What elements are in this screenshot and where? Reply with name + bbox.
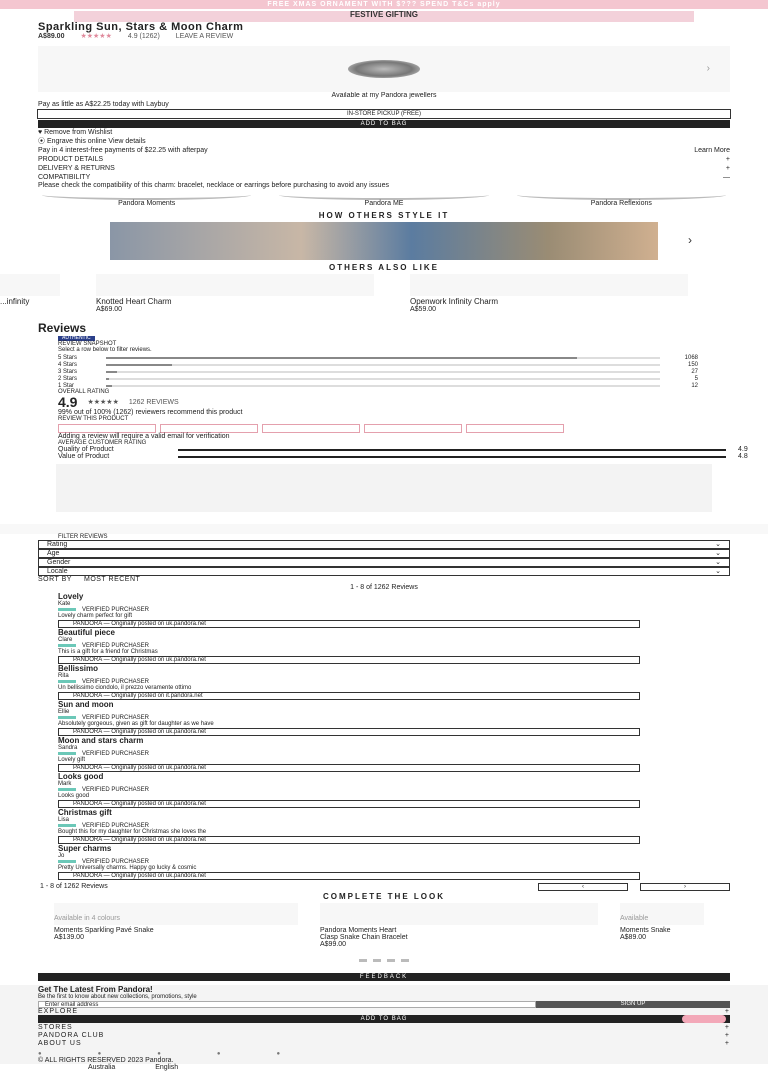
review-item: Moon and stars charm Sandra VERIFIED PURCHASER Lovely gift PANDORA — Originally posted on uk.pandora.net xyxy=(58,737,640,772)
review-title: Christmas gift xyxy=(58,808,112,817)
review-source[interactable]: PANDORA — Originally posted on uk.pandora.net xyxy=(58,656,640,664)
learn-more-link[interactable]: Learn More xyxy=(694,147,730,154)
score-bar xyxy=(178,456,726,458)
legal-text: © ALL RIGHTS RESERVED 2023 Pandora. xyxy=(38,1057,174,1064)
filter-header xyxy=(0,524,768,534)
product-image-carousel[interactable] xyxy=(38,46,730,92)
footer-link-explore[interactable]: EXPLORE + xyxy=(38,1008,730,1015)
rating-bar-row[interactable]: 3 Stars 27 xyxy=(58,368,698,375)
rating-stars[interactable]: ★★★★★ xyxy=(80,33,112,40)
verified-badge xyxy=(58,860,76,863)
youtube-icon[interactable]: ● xyxy=(157,1051,161,1057)
avg-rating-title: AVERAGE CUSTOMER RATING xyxy=(58,440,147,446)
review-author: Sandra xyxy=(58,745,78,751)
wishlist-link[interactable]: ♥ Remove from Wishlist xyxy=(38,129,113,136)
plus-icon: + xyxy=(724,1008,730,1015)
pager-count: 1 - 8 of 1262 Reviews xyxy=(40,883,108,890)
complete-look-carousel xyxy=(54,903,768,948)
accordion-label: DELIVERY & RETURNS xyxy=(38,165,115,172)
star-input[interactable] xyxy=(466,424,564,433)
add-to-bag-button[interactable]: ADD TO BAG xyxy=(38,120,730,128)
product-card-note: Available xyxy=(620,915,649,922)
rating-bar-fill xyxy=(106,378,109,380)
overall-rating: 4.9 ★★★★★ 1262 REVIEWS xyxy=(58,394,179,410)
charm-image xyxy=(348,60,420,78)
instagram-icon[interactable]: ● xyxy=(97,1051,102,1057)
locale-row xyxy=(38,1064,730,1071)
review-body: Un bellissimo ciondolo, il prezzo veramente ottimo xyxy=(58,685,192,691)
review-body: Looks good xyxy=(58,793,90,799)
product-card-name: Pandora Moments Heart xyxy=(320,927,397,934)
review-title: Sun and moon xyxy=(58,700,114,709)
review-source[interactable]: PANDORA — Originally posted on uk.pandora.net xyxy=(58,764,640,772)
reviews-heading: Reviews xyxy=(38,321,87,335)
footer-link-stores[interactable]: STORES + xyxy=(38,1024,730,1031)
review-title: Bellissimo xyxy=(58,664,99,673)
plus-icon: + xyxy=(725,165,730,172)
verified-badge xyxy=(58,824,76,827)
newsletter-form xyxy=(38,1001,730,1008)
pinterest-icon[interactable]: ● xyxy=(216,1051,221,1057)
product-price: A$89.00 xyxy=(38,33,65,40)
review-body: Absolutely gorgeous, given as gift for daughter as we have xyxy=(58,721,214,727)
review-star-input[interactable] xyxy=(58,424,768,433)
chevron-right-icon[interactable]: › xyxy=(688,233,692,247)
rating-bar-row[interactable]: 5 Stars 1068 xyxy=(58,354,698,361)
carousel-dot[interactable] xyxy=(359,959,367,962)
star-input[interactable] xyxy=(58,424,156,433)
product-card-name: Moments Sparkling Pavé Snake xyxy=(54,927,154,934)
review-title: Moon and stars charm xyxy=(58,736,144,745)
review-item: Beautiful piece Clare VERIFIED PURCHASER This is a gift for a friend for Christmas PANDORA — Originally posted on uk.pandora.net xyxy=(58,629,640,664)
leave-review-link[interactable]: LEAVE A REVIEW xyxy=(175,33,234,40)
review-body: Lovely gift xyxy=(58,757,86,763)
compat-item[interactable]: Pandora Moments xyxy=(38,190,255,207)
review-title: Beautiful piece xyxy=(58,628,115,637)
rating-value[interactable]: 4.9 (1262) xyxy=(127,33,160,40)
accordion-delivery-returns[interactable] xyxy=(38,164,730,173)
review-author: Lisa xyxy=(58,817,70,823)
plus-icon: + xyxy=(724,1024,730,1031)
overall-label: OVERALL RATING xyxy=(58,389,110,395)
email-input[interactable]: Enter email address xyxy=(38,1001,536,1008)
score-row: Value of Product 4.8 xyxy=(58,453,748,460)
product-card[interactable] xyxy=(320,903,598,948)
review-item: Looks good Mark VERIFIED PURCHASER Looks good PANDORA — Originally posted on uk.pandora.net xyxy=(58,773,640,808)
review-item: Bellissimo Rita VERIFIED PURCHASER Un bellissimo ciondolo, il prezzo veramente ottimo PANDORA — Originally posted on it.pandora.net xyxy=(58,665,640,700)
product-card-price: A$99.00 xyxy=(320,941,347,948)
carousel-dot[interactable] xyxy=(401,959,409,962)
review-item: Lovely Kate VERIFIED PURCHASER Lovely charm perfect for gift PANDORA — Originally posted on uk.pandora.net xyxy=(58,593,640,628)
newsletter-heading: Get The Latest From Pandora! xyxy=(38,985,153,994)
compatibility-list xyxy=(38,190,730,210)
filter-gender[interactable]: Gender ⌄ xyxy=(38,558,730,567)
chevron-down-icon: ⌄ xyxy=(715,550,721,557)
product-card-price: A$59.00 xyxy=(410,306,437,313)
next-page-button[interactable]: › xyxy=(640,883,730,891)
paging-count: 1 - 8 of 1262 Reviews xyxy=(350,584,418,591)
review-author: Clare xyxy=(58,637,73,643)
carousel-dot[interactable] xyxy=(387,959,395,962)
accordion-compatibility[interactable] xyxy=(38,173,730,182)
language-select[interactable]: English xyxy=(155,1064,179,1071)
installments-row xyxy=(38,146,730,155)
review-body: Bought this for my daughter for Christmas she loves the xyxy=(58,829,207,835)
sort-select[interactable]: MOST RECENT xyxy=(83,576,141,583)
section-others-also-like: OTHERS ALSO LIKE xyxy=(329,263,439,272)
sticky-add-to-bag[interactable] xyxy=(38,1015,730,1023)
review-source[interactable]: PANDORA — Originally posted on uk.pandora.net xyxy=(58,620,640,628)
review-author: Jo xyxy=(58,853,65,859)
overall-stars: ★★★★★ xyxy=(87,398,119,406)
promo-bar[interactable]: FREE XMAS ORNAMENT WITH $??? SPEND T&Cs apply xyxy=(0,0,768,9)
product-card[interactable] xyxy=(96,274,374,313)
chevron-down-icon: ⌄ xyxy=(715,568,721,575)
installments-text: Pay in 4 interest-free payments of $22.25 with afterpay xyxy=(38,147,208,154)
product-card[interactable] xyxy=(54,903,298,941)
product-card-note: Available in 4 colours xyxy=(54,915,121,922)
sort-label: SORT BY xyxy=(38,576,72,583)
price-row xyxy=(38,33,768,40)
review-title: Lovely xyxy=(58,592,84,601)
chat-bubble[interactable] xyxy=(682,1015,726,1023)
prev-page-button[interactable]: ‹ xyxy=(538,883,628,891)
minus-icon: — xyxy=(723,174,730,181)
sign-up-button[interactable]: SIGN UP xyxy=(536,1001,730,1008)
review-media-panel xyxy=(56,464,712,512)
chevron-down-icon: ⌄ xyxy=(715,559,721,566)
product-card-name: Knotted Heart Charm xyxy=(96,297,172,306)
sticky-add-label: ADD TO BAG xyxy=(360,1016,408,1022)
verified-badge xyxy=(58,680,76,683)
product-card-price: A$89.00 xyxy=(620,934,647,941)
product-card-subtitle: Clasp Snake Chain Bracelet xyxy=(320,934,408,941)
rating-bar-fill xyxy=(106,371,117,373)
filter-locale[interactable]: Locale ⌄ xyxy=(38,567,730,576)
verified-badge xyxy=(58,788,76,791)
review-source[interactable]: PANDORA — Originally posted on uk.pandora.net xyxy=(58,872,640,880)
review-item: Christmas gift Lisa VERIFIED PURCHASER Bought this for my daughter for Christmas she loves the PANDORA — Originally posted on uk.pandora.net xyxy=(58,809,640,844)
availability-text: Available at my Pandora jewellers xyxy=(331,92,437,99)
reviews-tag-row xyxy=(58,334,768,341)
plus-icon: + xyxy=(724,1040,730,1047)
rating-bar-fill xyxy=(106,385,112,387)
festive-banner[interactable]: FESTIVE GIFTING xyxy=(74,11,694,22)
rating-histogram xyxy=(58,354,698,389)
rating-bar-row[interactable]: 2 Stars 5 xyxy=(58,375,698,382)
filter-rating[interactable]: Rating ⌄ xyxy=(38,540,730,549)
review-pager xyxy=(40,882,768,891)
product-card[interactable] xyxy=(0,274,60,306)
score-bar xyxy=(178,449,726,451)
snapshot-sub: Select a row below to filter reviews. xyxy=(58,347,152,353)
newsletter-sub: Be the first to know about new collections, promotions, style xyxy=(38,994,197,1000)
section-complete-the-look: COMPLETE THE LOOK xyxy=(323,892,445,901)
plus-icon: + xyxy=(724,1032,730,1039)
bracelet-image xyxy=(279,190,488,200)
product-card-name: ...infinity xyxy=(0,297,30,306)
snapshot-title: REVIEW SNAPSHOT xyxy=(58,341,117,347)
country-select[interactable]: Australia xyxy=(88,1064,116,1071)
footer xyxy=(0,985,768,1071)
others-carousel xyxy=(0,274,768,314)
verified-badge xyxy=(58,608,76,611)
rating-bar-row[interactable]: 4 Stars 150 xyxy=(58,361,698,368)
review-author: Mark xyxy=(58,781,72,787)
verified-badge xyxy=(58,644,76,647)
chevron-right-icon[interactable]: › xyxy=(706,63,710,74)
compat-item[interactable]: Pandora ME xyxy=(275,190,492,207)
review-source[interactable]: PANDORA — Originally posted on uk.pandora.net xyxy=(58,836,640,844)
section-how-others-style: HOW OTHERS STYLE IT xyxy=(318,211,450,220)
verified-badge xyxy=(58,716,76,719)
review-author: Rita xyxy=(58,673,69,679)
style-photo[interactable] xyxy=(110,222,692,260)
rating-bar-fill xyxy=(106,357,577,359)
facebook-icon[interactable]: ● xyxy=(38,1051,42,1057)
review-item: Sun and moon Ellie VERIFIED PURCHASER Absolutely gorgeous, given as gift for daughter as we have PANDORA — Originally posted on uk.pandora.net xyxy=(58,701,640,736)
accordion-label: PRODUCT DETAILS xyxy=(38,156,104,163)
bracelet-image xyxy=(42,190,251,200)
footer-link-club[interactable]: PANDORA CLUB + xyxy=(38,1032,730,1039)
rating-bar-row[interactable]: 1 Star 12 xyxy=(58,382,698,389)
feedback-button[interactable]: FEEDBACK xyxy=(38,973,730,981)
tiktok-icon[interactable]: ● xyxy=(276,1051,281,1057)
recommend-text: 99% out of 100% (1262) reviewers recommend this product xyxy=(58,409,243,416)
plus-icon: + xyxy=(725,156,730,163)
review-body: Lovely charm perfect for gift xyxy=(58,613,133,619)
product-title: Sparkling Sun, Stars & Moon Charm xyxy=(38,21,244,33)
email-note: Adding a review will require a valid email for verification xyxy=(58,433,230,440)
review-item: Super charms Jo VERIFIED PURCHASER Pretty Universally charms. Happy go lucky & cosmic PANDORA — Originally posted on uk.pandora.net xyxy=(58,845,640,880)
star-input[interactable] xyxy=(364,424,462,433)
engrave-link[interactable]: ⦿ Engrave this online View details xyxy=(38,138,146,145)
review-this-title: REVIEW THIS PRODUCT xyxy=(58,416,129,422)
review-source[interactable]: PANDORA — Originally posted on uk.pandora.net xyxy=(58,728,640,736)
compatibility-note: Please check the compatibility of this charm: bracelet, necklace or earrings before purchasing to avoid any issues xyxy=(38,182,389,189)
authentic-tag: AUTHENTIC xyxy=(58,336,95,341)
product-card[interactable] xyxy=(620,903,704,941)
afterpay-note: Pay as little as A$22.25 today with Laybuy xyxy=(38,101,169,108)
sort-row[interactable] xyxy=(38,576,730,584)
star-input[interactable] xyxy=(262,424,360,433)
star-input[interactable] xyxy=(160,424,258,433)
review-title: Looks good xyxy=(58,772,104,781)
review-source[interactable]: PANDORA — Originally posted on uk.pandora.net xyxy=(58,800,640,808)
review-body: Pretty Universally charms. Happy go lucky & cosmic xyxy=(58,865,197,871)
rating-bar-fill xyxy=(106,364,172,366)
bracelet-image xyxy=(517,190,726,200)
pickup-button[interactable]: IN-STORE PICKUP (FREE) xyxy=(37,109,731,119)
product-card-name: Moments Snake xyxy=(620,927,671,934)
accordion-product-details[interactable] xyxy=(38,155,730,164)
review-author: Kate xyxy=(58,601,71,607)
compat-item[interactable]: Pandora Reflexions xyxy=(513,190,730,207)
review-title: Super charms xyxy=(58,844,112,853)
score-row: Quality of Product 4.9 xyxy=(58,446,748,453)
review-author: Ellie xyxy=(58,709,70,715)
review-body: This is a gift for a friend for Christmas xyxy=(58,649,158,655)
filter-age[interactable]: Age ⌄ xyxy=(38,549,730,558)
carousel-dots[interactable] xyxy=(0,957,768,963)
product-card-price: A$69.00 xyxy=(96,306,123,313)
footer-link-about[interactable]: ABOUT US + xyxy=(38,1040,730,1047)
filter-title: FILTER REVIEWS xyxy=(58,534,108,540)
accordion-label: COMPATIBILITY xyxy=(38,174,91,181)
carousel-dot[interactable] xyxy=(373,959,381,962)
verified-badge xyxy=(58,752,76,755)
chevron-down-icon: ⌄ xyxy=(715,541,721,548)
review-list xyxy=(0,593,768,880)
product-card-name: Openwork Infinity Charm xyxy=(410,297,499,306)
review-source[interactable]: PANDORA — Originally posted on it.pandora.net xyxy=(58,692,640,700)
product-card-price: A$139.00 xyxy=(54,934,84,941)
product-card[interactable] xyxy=(410,274,688,313)
